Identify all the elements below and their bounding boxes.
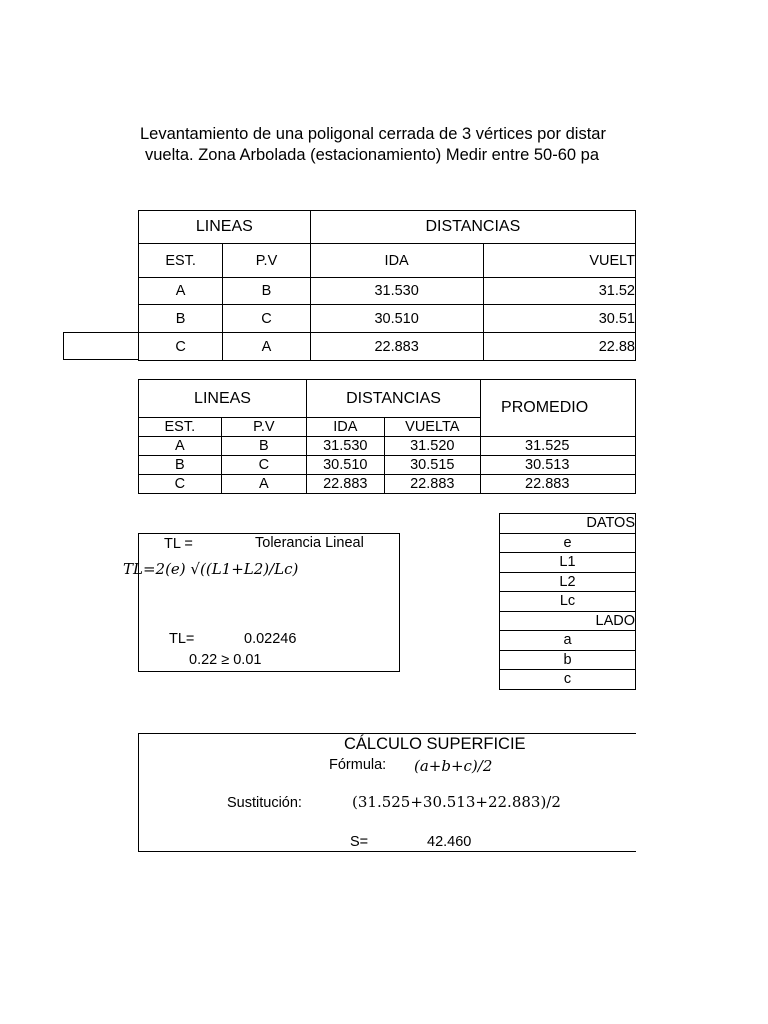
table-cell: 30.510 xyxy=(307,456,385,475)
header-lineas: LINEAS xyxy=(139,380,307,418)
table-cell: B xyxy=(221,437,306,456)
substitution-label: Sustitución: xyxy=(227,795,302,811)
distances-table xyxy=(138,210,636,361)
table-cell: C xyxy=(223,305,310,333)
datos-header: DATOS xyxy=(500,514,636,534)
col-est: EST. xyxy=(139,244,223,278)
col-vuelta: VUELTA xyxy=(384,418,481,437)
table-cell: B xyxy=(139,305,223,333)
empty-cell xyxy=(63,332,138,360)
table-cell: 31.520 xyxy=(384,437,481,456)
table-cell: B xyxy=(223,278,310,305)
table-cell: 22.883 xyxy=(307,475,385,494)
table-cell: 31.52 xyxy=(483,278,635,305)
header-distancias: DISTANCIAS xyxy=(310,211,635,244)
lado-item: c xyxy=(500,670,636,690)
table-cell: 31.530 xyxy=(310,278,483,305)
header-promedio: PROMEDIO xyxy=(481,380,636,437)
col-est: EST. xyxy=(139,418,222,437)
substitution-formula: (31.525+30.513+22.883)/2 xyxy=(352,793,561,811)
title-line-1: Levantamiento de una poligonal cerrada de 3 vértices por distar xyxy=(140,125,606,143)
tl-formula: TL=2(e) √((L1+L2)/Lc) xyxy=(123,560,299,578)
table-cell: 22.88 xyxy=(483,333,635,361)
lado-item: a xyxy=(500,631,636,651)
table-cell: A xyxy=(139,278,223,305)
surface-result-value: 42.460 xyxy=(427,834,472,850)
col-vuelta: VUELT xyxy=(483,244,635,278)
average-table xyxy=(138,379,636,494)
tolerance-box xyxy=(123,533,400,672)
table-cell: 22.883 xyxy=(481,475,636,494)
table-cell: 30.515 xyxy=(384,456,481,475)
header-distancias: DISTANCIAS xyxy=(307,380,481,418)
datos-item: e xyxy=(500,533,636,553)
col-pv: P.V xyxy=(223,244,310,278)
surface-result-label: S= xyxy=(350,834,369,850)
datos-table xyxy=(499,513,636,690)
tl-result-label: TL= xyxy=(169,631,195,647)
title-line-2: vuelta. Zona Arbolada (estacionamiento) Medir entre 50-60 pa xyxy=(145,146,600,164)
table-cell: A xyxy=(139,437,222,456)
lado-item: b xyxy=(500,650,636,670)
table-cell: 31.530 xyxy=(307,437,385,456)
table-cell: 30.510 xyxy=(310,305,483,333)
col-ida: IDA xyxy=(307,418,385,437)
table-cell: 31.525 xyxy=(481,437,636,456)
col-pv: P.V xyxy=(221,418,306,437)
tl-comparison: 0.22 ≥ 0.01 xyxy=(189,652,262,668)
datos-item: Lc xyxy=(500,592,636,612)
col-ida: IDA xyxy=(310,244,483,278)
table-cell: B xyxy=(139,456,222,475)
surface-formula: (a+b+c)/2 xyxy=(414,757,493,775)
table-cell: 22.883 xyxy=(310,333,483,361)
header-lineas: LINEAS xyxy=(139,211,311,244)
surface-calculation-box xyxy=(138,733,636,852)
table-cell: C xyxy=(139,333,223,361)
table-cell: C xyxy=(221,456,306,475)
table-cell: 30.513 xyxy=(481,456,636,475)
datos-item: L1 xyxy=(500,553,636,573)
table-cell: 22.883 xyxy=(384,475,481,494)
table-cell: A xyxy=(223,333,310,361)
formula-label: Fórmula: xyxy=(329,757,387,773)
table-cell: 30.51 xyxy=(483,305,635,333)
tl-name: Tolerancia Lineal xyxy=(255,535,364,551)
tl-label: TL = xyxy=(164,536,193,552)
datos-item: L2 xyxy=(500,572,636,592)
table-cell: A xyxy=(221,475,306,494)
surface-title: CÁLCULO SUPERFICIE xyxy=(344,735,526,753)
table-cell: C xyxy=(139,475,222,494)
document-title xyxy=(140,124,636,166)
tl-result-value: 0.02246 xyxy=(244,631,297,647)
lado-header: LADO xyxy=(500,611,636,631)
